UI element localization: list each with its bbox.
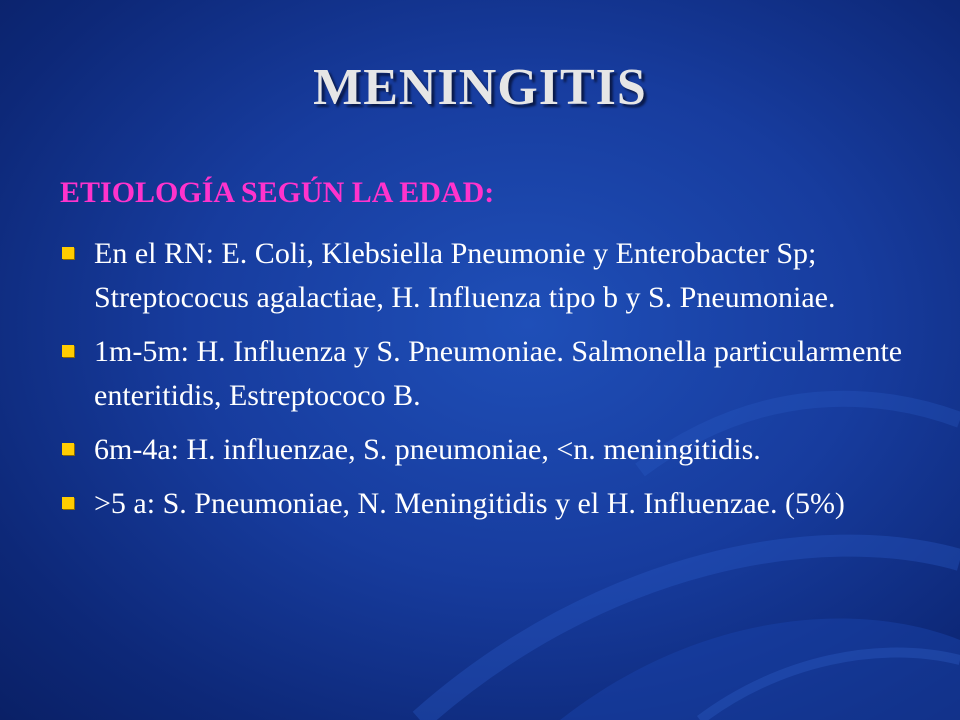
slide-title: MENINGITIS xyxy=(313,59,647,116)
bullet-item xyxy=(60,330,910,418)
bullet-text: 1m-5m: H. Influenza y S. Pneumoniae. Salmonella particularmente enteritidis, Estreptococo B. xyxy=(94,335,903,412)
bullet-item xyxy=(60,428,910,472)
bullet-item xyxy=(60,482,910,526)
bullet-item xyxy=(60,232,910,320)
bullet-text: 6m-4a: H. influenzae, S. pneumoniae, <n. meningitidis. xyxy=(94,433,761,466)
square-bullet-icon xyxy=(62,443,74,455)
square-bullet-icon xyxy=(62,247,74,259)
square-bullet-icon xyxy=(62,345,74,357)
slide-subtitle: ETIOLOGÍA SEGÚN LA EDAD: xyxy=(60,176,495,209)
bullet-text: >5 a: S. Pneumoniae, N. Meningitidis y el H. Influenzae. (5%) xyxy=(94,487,845,520)
bullet-text: En el RN: E. Coli, Klebsiella Pneumonie y Enterobacter Sp; Streptococus agalactiae, H. Influenza tipo b y S. Pneumoniae. xyxy=(94,237,836,314)
bullet-list xyxy=(60,232,910,536)
square-bullet-icon xyxy=(62,497,74,509)
